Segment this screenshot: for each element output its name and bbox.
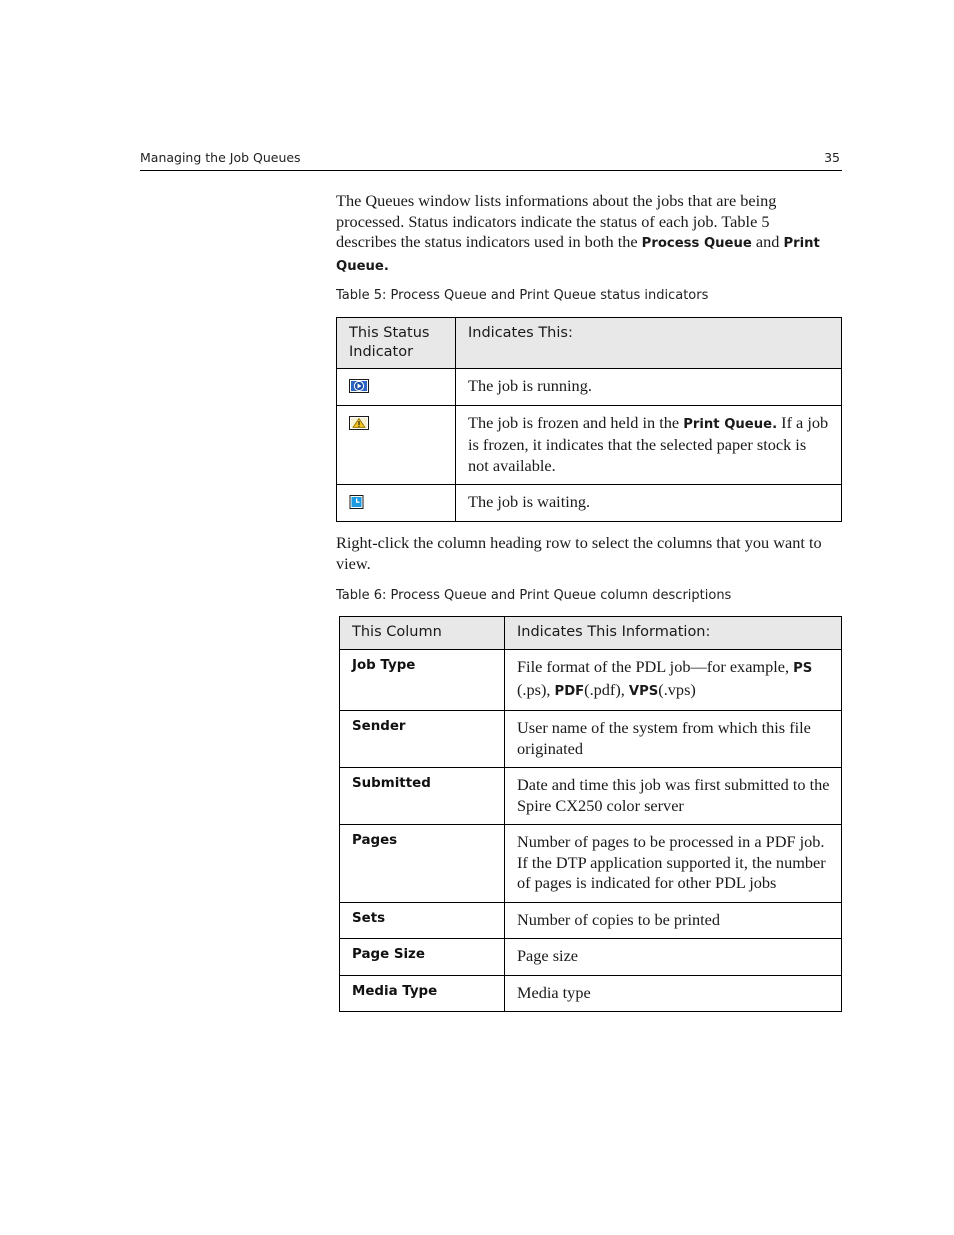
print-keyword: Print: [783, 236, 820, 251]
description-text: If a job is frozen, it indicates that the selected paper stock is not available.: [468, 412, 829, 475]
column-description: User name of the system from which this file originated: [505, 711, 842, 768]
ps-keyword: PS: [793, 661, 813, 676]
intro-text: and: [751, 232, 784, 251]
column-description: Media type: [505, 975, 842, 1012]
table-row: [340, 711, 842, 768]
table6-caption: Table 6: Process Queue and Print Queue column descriptions: [336, 588, 732, 603]
running-icon: [349, 378, 369, 394]
queue-keyword: Queue.: [336, 258, 389, 274]
table-row: [340, 650, 842, 711]
column-description-table: [339, 616, 842, 1012]
intro-line: processed. Status indicators indicate the status of each job. Table 5: [336, 211, 770, 231]
description-text: (.vps): [658, 679, 696, 699]
column-header: This Status Indicator: [337, 318, 456, 369]
indicator-cell: [337, 485, 456, 522]
intro-line: [336, 232, 842, 255]
print-queue-keyword: Print Queue.: [683, 416, 778, 432]
intro-text: describes the status indicators used in both the: [336, 232, 642, 251]
column-header: Indicates This:: [456, 318, 842, 369]
column-header: This Column: [340, 617, 505, 650]
status-indicator-table: [336, 317, 842, 522]
column-name: Sender: [340, 711, 505, 768]
indicator-description: The job is running.: [456, 369, 842, 406]
pdf-keyword: PDF: [554, 683, 585, 699]
section-title: Managing the Job Queues: [140, 150, 301, 165]
indicator-description: The job is waiting.: [456, 485, 842, 522]
running-header: [140, 150, 842, 165]
table-header-row: [340, 617, 842, 650]
description-text: (.ps),: [517, 679, 555, 699]
table-row: [340, 975, 842, 1012]
intro-line: The Queues window lists informations about the jobs that are being: [336, 191, 777, 210]
column-header: Indicates This Information:: [505, 617, 842, 650]
column-instructions: Right-click the column heading row to select the columns that you want to view.: [336, 533, 822, 573]
table-row: [337, 405, 842, 485]
column-name: Pages: [340, 825, 505, 903]
column-name: Sets: [340, 902, 505, 939]
indicator-description: [456, 405, 842, 485]
description-text: (.pdf),: [584, 679, 629, 699]
column-description: Number of copies to be printed: [505, 902, 842, 939]
page-number: 35: [824, 150, 840, 165]
table-row: [340, 825, 842, 903]
intro-paragraph: [336, 191, 842, 277]
description-text: File format of the PDL job—for example,: [517, 657, 794, 676]
table-header-row: [337, 318, 842, 369]
indicator-cell: [337, 405, 456, 485]
process-queue-keyword: Process Queue: [641, 236, 752, 251]
column-description: Page size: [505, 939, 842, 976]
column-description: Date and time this job was first submitted to the Spire CX250 color server: [505, 768, 842, 825]
column-name: Submitted: [340, 768, 505, 825]
column-description: Number of pages to be processed in a PDF job. If the DTP application supported it, the number of pages is indicated for other PDL jobs: [505, 825, 842, 903]
header-rule: [140, 170, 842, 171]
column-name: Page Size: [340, 939, 505, 976]
indicator-cell: [337, 369, 456, 406]
table-row: [340, 939, 842, 976]
table-row: [340, 768, 842, 825]
table5-caption: Table 5: Process Queue and Print Queue status indicators: [336, 288, 709, 303]
vps-keyword: VPS: [628, 683, 659, 699]
column-name: Job Type: [340, 650, 505, 711]
warning-icon: [349, 415, 369, 431]
column-description: [505, 650, 842, 711]
table-row: [340, 902, 842, 939]
description-text: The job is frozen and held in the: [468, 412, 684, 432]
intro-line: [336, 255, 842, 278]
table-row: [337, 485, 842, 522]
table-row: [337, 369, 842, 406]
waiting-icon: [349, 494, 369, 510]
column-name: Media Type: [340, 975, 505, 1012]
